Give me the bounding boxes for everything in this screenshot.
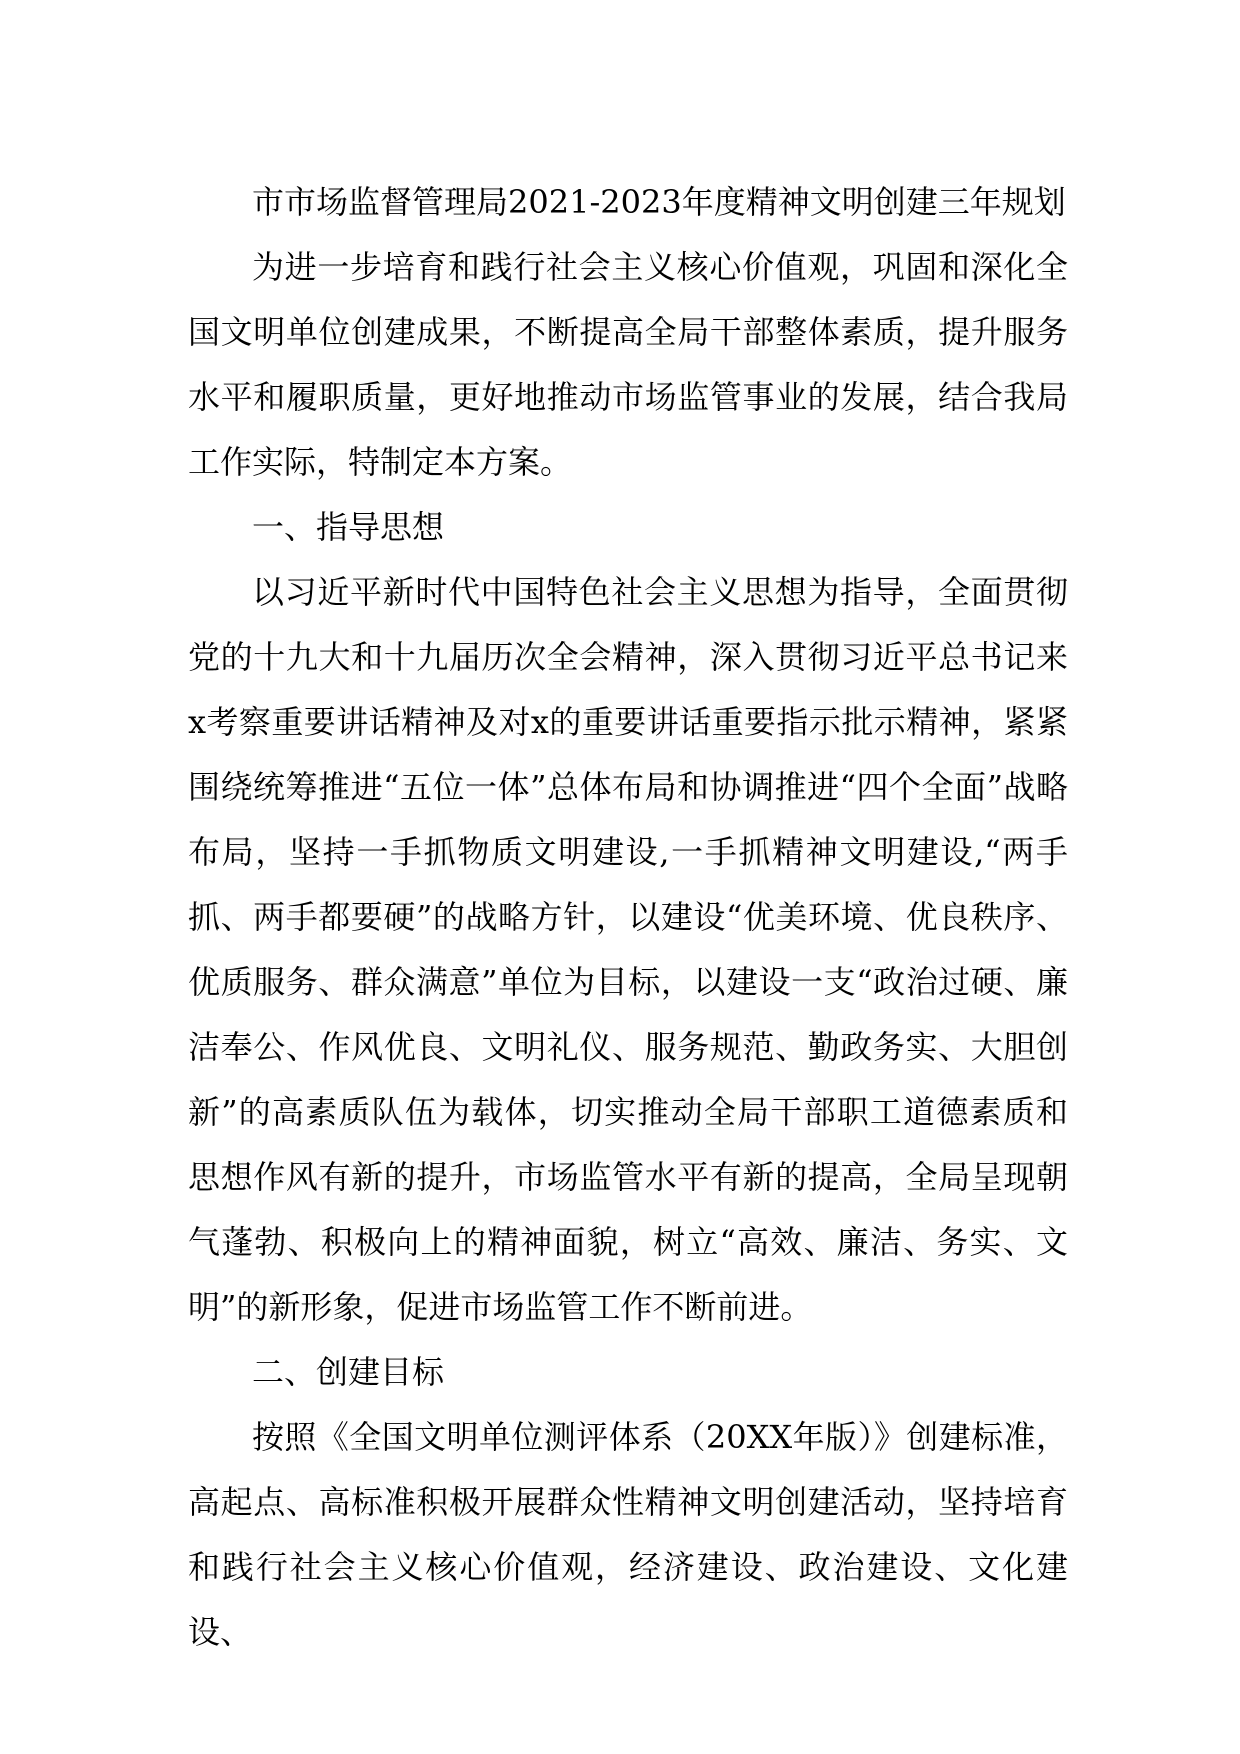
document-title: 市市场监督管理局2021-2023年度精神文明创建三年规划 (252, 183, 1066, 221)
creation-goals-paragraph: 按照《全国文明单位测评体系（20XX年版）》创建标准，高起点、高标准积极开展群众性精神文明创建活动，坚持培育和践行社会主义核心价值观，经济建设、政治建设、文化建设、 (188, 1418, 1068, 1651)
section-heading-creation-goals: 二、创建目标 (252, 1353, 445, 1391)
guiding-ideology-paragraph: 以习近平新时代中国特色社会主义思想为指导，全面贯彻党的十九大和十九届历次全会精神，深入贯彻习近平总书记来x考察重要讲话精神及对x的重要讲话重要指示批示精神，紧紧围绕统筹推进“五位一体”总体布局和协调推进“四个全面”战略布局，坚持一手抓物质文明建设,一手抓精神文明建设,“两手抓、两手都要硬”的战略方针，以建设“优美环境、优良秩序、优质服务、群众满意”单位为目标，以建设一支“政治过硬、廉洁奉公、作风优良、文明礼仪、服务规范、勤政务实、大胆创新”的高素质队伍为载体，切实推动全局干部职工道德素质和思想作风有新的提升，市场监管水平有新的提高，全局呈现朝气蓬勃、积极向上的精神面貌，树立“高效、廉洁、务实、文明”的新形象，促进市场监管工作不断前进。 (188, 573, 1068, 1326)
document-body (188, 170, 1068, 1665)
section-heading-guiding-ideology: 一、指导思想 (252, 508, 445, 546)
intro-paragraph: 为进一步培育和践行社会主义核心价值观，巩固和深化全国文明单位创建成果，不断提高全局干部整体素质，提升服务水平和履职质量，更好地推动市场监管事业的发展，结合我局工作实际，特制定本方案。 (188, 248, 1068, 481)
